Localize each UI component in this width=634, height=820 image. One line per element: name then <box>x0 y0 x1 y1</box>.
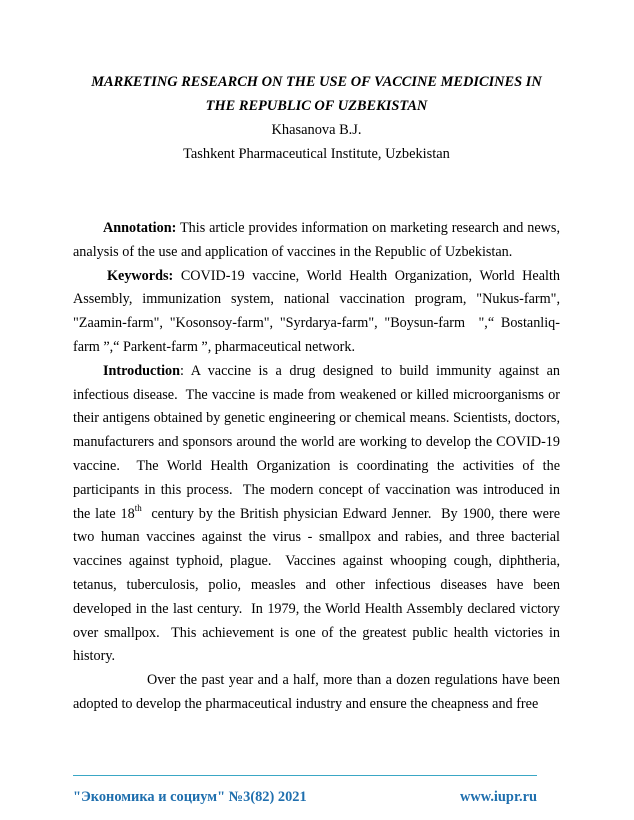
keywords-label: Keywords: <box>107 267 174 284</box>
introduction-text-part-1: : A vaccine is a drug designed to build immunity against an infectious disease. The vaccine is made from weakened or killed microorganisms or their antigens obtained by genetic engineering or chemical means. Scientists, doctors, manufacturers and sponsors around the world are working to develop the COVID-19 vaccine. The World Health Organization is coordinating the activities of the participants in this process. The modern concept of vaccination was introduced in the late 18 <box>73 362 564 522</box>
annotation-text: This article provides information on marketing research and news, analysis of the use and application of vaccines in the Republic of Uzbekistan. <box>73 220 564 260</box>
article-body <box>73 70 564 717</box>
keywords-paragraph <box>73 265 564 360</box>
ordinal-superscript: th <box>134 502 142 513</box>
annotation-paragraph <box>73 217 564 265</box>
footer-divider <box>73 775 537 776</box>
spacer <box>73 166 560 217</box>
introduction-label: Introduction <box>103 362 180 379</box>
introduction-paragraph <box>73 360 564 669</box>
keywords-text: COVID-19 vaccine, World Health Organization, World Health Assembly, immunization system, national vaccination program, "Nukus-farm", "Zaamin-farm", "Kosonsoy-farm", "Syrdarya-farm", "Boysun-farm ",“ Bostanliq-farm ”,“ Parkent-farm ”, pharmaceutical network. <box>73 267 564 355</box>
article-title-line-1: MARKETING RESEARCH ON THE USE OF VACCINE MEDICINES IN <box>91 74 542 90</box>
page-footer <box>73 789 537 806</box>
annotation-label: Annotation: <box>103 220 177 236</box>
introduction-text-part-2: century by the British physician Edward Jenner. By 1900, there were two human vaccines against the virus - smallpox and rabies, and three bacterial vaccines against typhoid, plague. Vaccines against whooping cough, diphtheria, tetanus, tuberculosis, polio, measles and other infectious diseases have been developed in the last century. In 1979, the World Health Assembly declared victory over smallpox. This achievement is one of the greatest public health victories in history. <box>73 505 564 665</box>
regulations-paragraph: Over the past year and a half, more than a dozen regulations have been adopted to develop the pharmaceutical industry and ensure the cheapness and free <box>73 672 564 712</box>
article-title-line-2: THE REPUBLIC OF UZBEKISTAN <box>205 98 428 114</box>
author-affiliation: Tashkent Pharmaceutical Institute, Uzbekistan <box>183 146 450 162</box>
author-name: Khasanova B.J. <box>271 122 362 138</box>
footer-journal-name: "Экономика и социум" №3(82) 2021 <box>73 789 307 805</box>
footer-website-link[interactable]: www.iupr.ru <box>459 789 537 805</box>
